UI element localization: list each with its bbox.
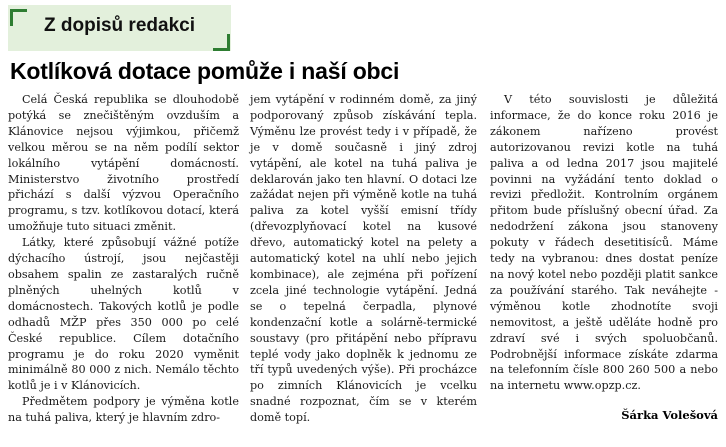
paragraph: V této souvislosti je důležitá informace, že do konce roku 2016 je zákonem nařízeno provést autorizovanou revizi kotle na tuhá paliva a od ledna 2017 jsou majitelé povinni na vyžádání tento doklad o revizi předložit. Kontrolním orgánem přitom bude příslušný obecní úřad. Za nedodržení zákona jsou stanoveny pokuty v řádech desetitisíců. Máme tedy na vybranou: dnes dostat peníze na nový kotel nebo později platit sankce za používání starého. Tak neváhejte - výměnou kotle zhodnotíte svoji nemovitost, a ještě uděláte hodně pro zdraví své i svých spoluobčanů. Podrobnější informace získáte zdarma na telefonním čísle 800 260 500 a nebo na internetu www.opzp.cz. bbox=[490, 93, 718, 393]
corner-bracket-top-left bbox=[10, 9, 27, 26]
paragraph: jem vytápění v rodinném domě, za jiný podporovaný způsob získávání tepla. Výměnu lze provést tedy i v případě, že je v domě současně i jiný zdroj vytápění, ale kotel na tuhá paliva je deklarován jako ten hlavní. O dotaci lze zažádat nejen při výměně kotle na tuhá paliva za kotel vyšší emisní třídy (dřevozplyňovací kotel na kusové dřevo, automatický kotel na pelety a automatický kotel na uhlí nebo jejich kombinace), ale zejména při pořízení zcela jiné technologie vytápění. Jedná se o tepelná čerpadla, plynové kondenzační kotle a solárně-termické soustavy (pro přitápění nebo přípravu teplé vody jako doplněk k jednomu ze tří typů uvedených výše). Při procházce po zimních Klánovicích je vcelku snadné rozpoznat, čím se v kterém domě topí. bbox=[250, 93, 477, 425]
paragraph: Látky, které způsobují vážné potíže dýchacího ústrojí, jsou nejčastěji obsahem spalin ze zastaralých ručně plněných uhelných kotlů v domácnostech. Takových kotlů je podle odhadů MŽP přes 350 000 po celé České republice. Cílem dotačního programu je do roku 2020 vyměnit minimálně 80 000 z nich. Nemálo těchto kotlů je i v Klánovicích. bbox=[8, 236, 239, 393]
article-column-1 bbox=[8, 92, 239, 426]
paragraph: Celá Česká republika se dlouhodobě potýká se znečištěným ovzduším a Klánovice nejsou výjimkou, přičemž velkou měrou se na něm podílí sektor lokálního vytápění domácností. Ministerstvo životního prostředí přichází s další výzvou Operačního programu, s tzv. kotlíkovou dotací, která umožňuje tuto situaci změnit. bbox=[8, 93, 239, 234]
corner-bracket-bottom-right bbox=[213, 34, 230, 51]
section-label: Z dopisů redakci bbox=[44, 15, 195, 36]
article-author: Šárka Volešová bbox=[621, 408, 718, 422]
article-column-2 bbox=[250, 92, 477, 426]
article-headline: Kotlíková dotace pomůže i naší obci bbox=[10, 58, 400, 84]
article-column-3 bbox=[490, 92, 718, 394]
paragraph: Předmětem podpory je výměna kotle na tuhá paliva, který je hlavním zdro- bbox=[8, 395, 239, 425]
